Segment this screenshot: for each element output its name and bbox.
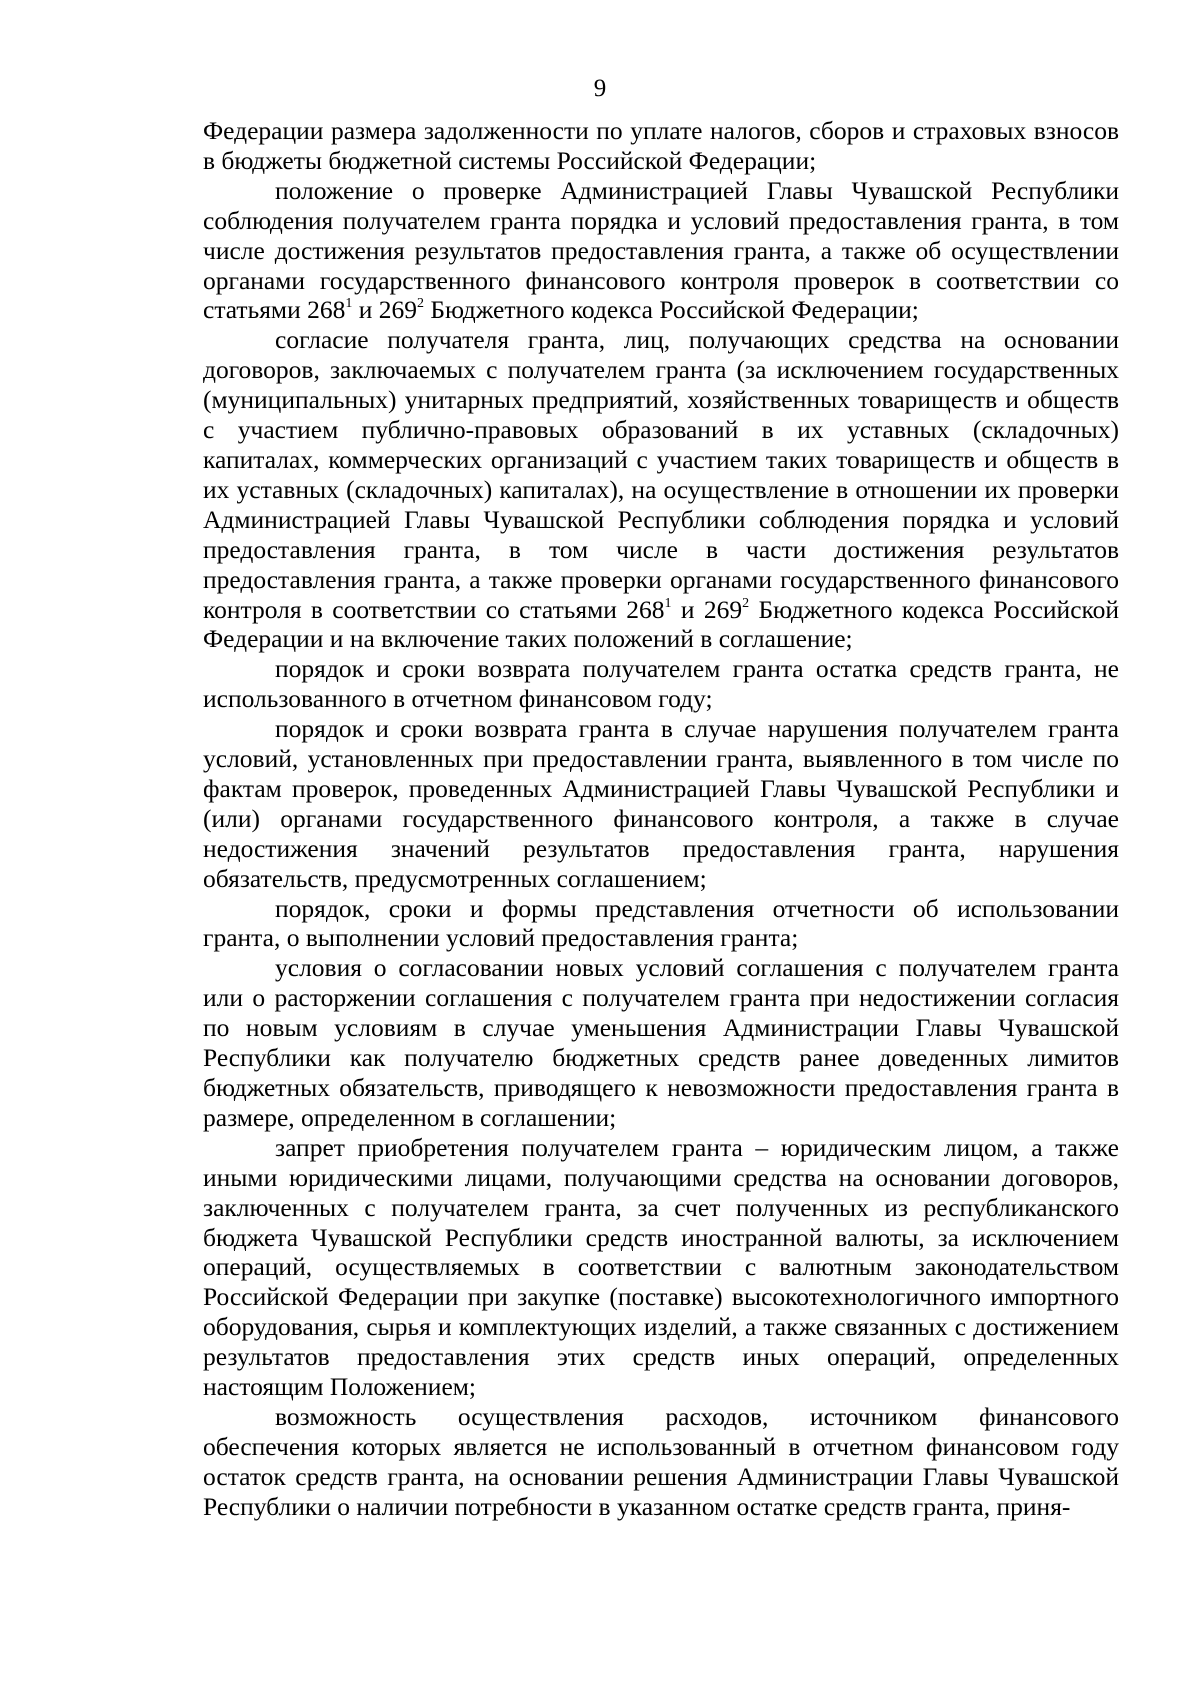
paragraph-grant-return: порядок и сроки возврата гранта в случае нарушения получателем гранта условий, установленных при предоставлении гранта, выявленного в том числе по фактам проверок, проведенных Администрацией Главы Чувашской Республики и (или) органами государственного финансового контроля, а также в случае недостижения значений результатов предоставления гранта, нарушения обязательств, предусмотренных соглашением; [203,714,1119,893]
paragraph-reporting: порядок, сроки и формы представления отчетности об использовании гранта, о выполнении условий предоставления гранта; [203,893,1119,953]
paragraph-text: и 269 [671,594,743,624]
page-number: 9 [593,75,607,102]
superscript: 2 [417,296,424,312]
paragraph-text: Бюджетного кодекса Российской Федерации и на включение таких положений в соглашение; [203,594,1120,654]
paragraph-expense-option: возможность осуществления расходов, источником финансового обеспечения которых является не использованный в отчетном финансовом году остаток средств гранта, на основании решения Администрации Главы Чувашской Республики о наличии потребности в указанном остатке средств гранта, приня- [203,1401,1119,1521]
paragraph-audit-provision [203,176,1119,326]
superscript: 1 [345,296,353,312]
paragraph-agreement-terms: условия о согласовании новых условий соглашения с получателем гранта или о расторжении соглашения с получателем гранта при недостижении согласия по новым условиям в случае уменьшения Администрации Главы Чувашской Республики как получателю бюджетных средств ранее доведенных лимитов бюджетных обязательств, приводящего к невозможности предоставления гранта в размере, определенном в соглашении; [203,953,1119,1132]
superscript: 2 [742,595,750,611]
superscript: 1 [664,595,672,611]
paragraph-recipient-consent [203,325,1119,654]
paragraph-text: согласие получателя гранта, лиц, получающих средства на основании договоров, заключаемых с получателем гранта (за исключением государственных (муниципальных) унитарных предприятий, хозяйственных товариществ и обществ с участием публично-правовых образований в их уставных (складочных) капиталах, коммерческих организаций с участием таких товариществ и обществ в их уставных (складочных) капиталах), на осуществление в отношении их проверки Администрацией Главы Чувашской Республики соблюдения порядка и условий предоставления гранта, в том числе в части достижения результатов предоставления гранта, а также проверки органами государственного финансового контроля в соответствии со статьями 268 [203,325,1119,624]
document-body [203,116,1119,1522]
paragraph-tax-debt: Федерации размера задолженности по уплате налогов, сборов и страховых взносов в бюджеты бюджетной системы Российской Федерации; [203,116,1119,175]
paragraph-text: положение о проверке Администрацией Главы Чувашской Республики соблюдения получателем гранта порядка и условий предоставления гранта, в том числе достижения результатов предоставления гранта, а также об осуществлении органами государственного финансового контроля проверок в соответствии со статьями 268 [203,175,1119,325]
paragraph-text: Бюджетного кодекса Российской Федерации; [424,295,919,325]
paragraph-text: и 269 [352,295,417,325]
paragraph-balance-return: порядок и сроки возврата получателем гранта остатка средств гранта, не использованного в отчетном финансовом году; [203,654,1119,714]
paragraph-currency-ban: запрет приобретения получателем гранта – юридическим лицом, а также иными юридическими лицами, получающими средства на основании договоров, заключенных с получателем гранта, за счет полученных из республиканского бюджета Чувашской Республики средств иностранной валюты, за исключением операций, осуществляемых в соответствии с валютным законодательством Российской Федерации при закупке (поставке) высокотехнологичного импортного оборудования, сырья и комплектующих изделий, а также связанных с достижением результатов предоставления этих средств иных операций, определенных настоящим Положением; [203,1132,1119,1402]
